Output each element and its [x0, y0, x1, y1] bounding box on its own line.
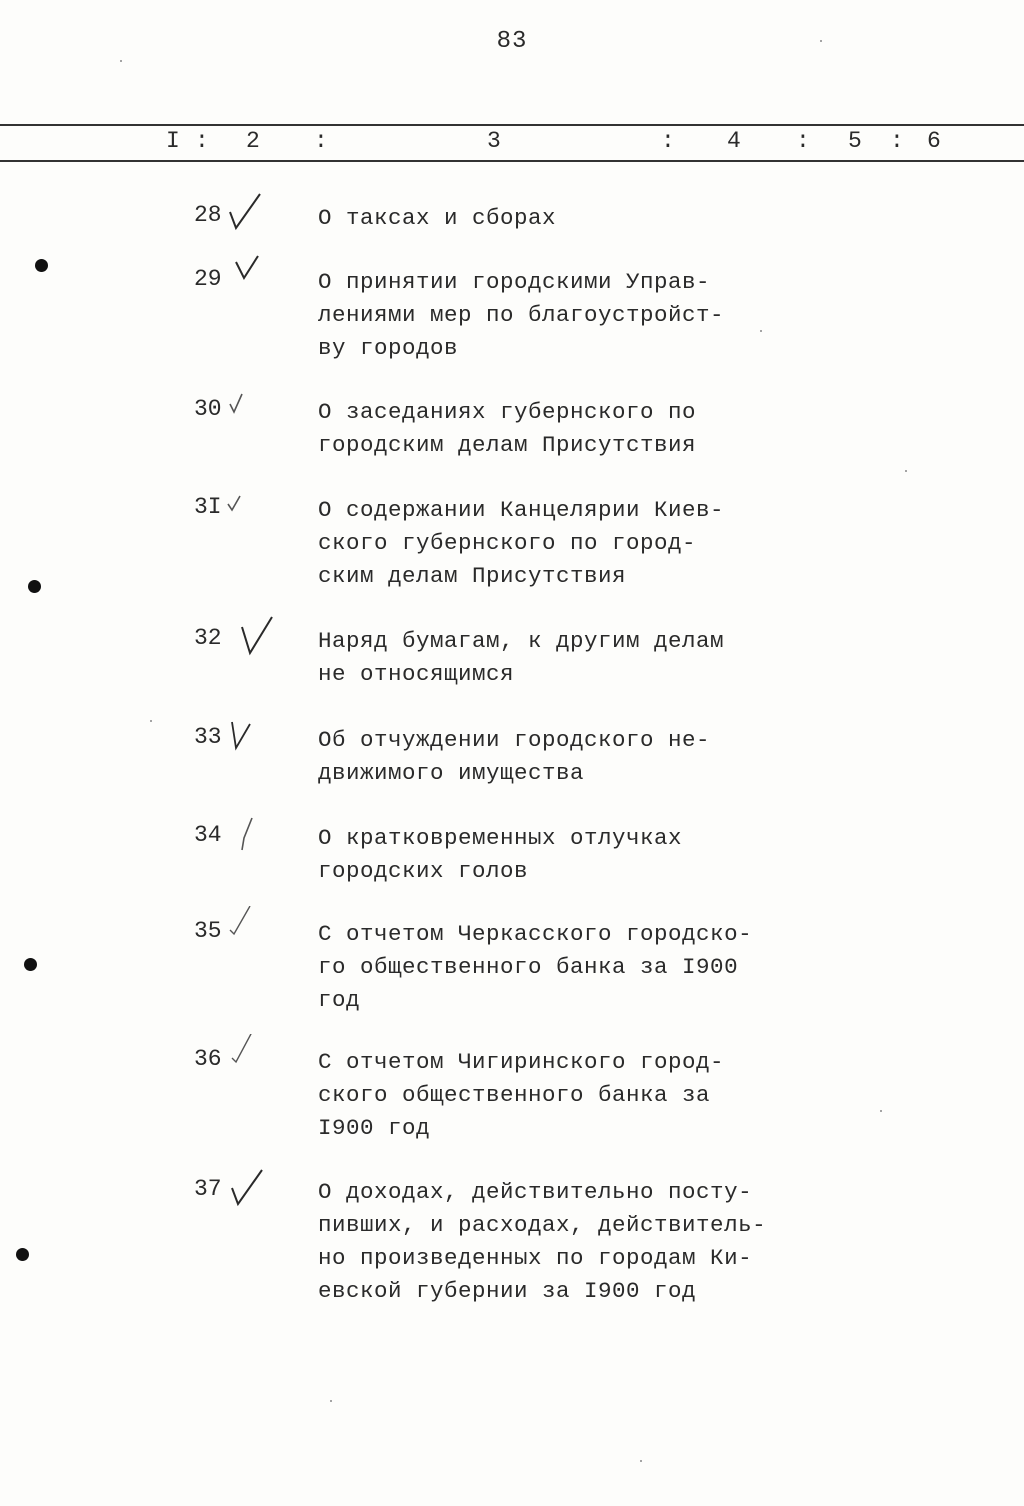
entry-number: 34 [194, 822, 222, 848]
check-mark-icon [226, 712, 266, 756]
paper-speck [880, 1110, 882, 1112]
check-mark-icon [228, 810, 268, 854]
check-mark-icon [222, 906, 262, 950]
entry-number: 3I [194, 494, 222, 520]
check-mark-icon [226, 1034, 266, 1078]
entry-title: С отчетом Черкасского городско- го общественного банка за I900 год [318, 921, 753, 1013]
paper-speck [640, 1460, 642, 1462]
entry-number: 37 [194, 1176, 222, 1202]
column-header-4: 4 [727, 128, 741, 154]
entry-title: Наряд бумагам, к другим делам не относящимся [318, 628, 725, 687]
entry-title: О содержании Канцелярии Киев- ского губернского по город- ским делам Присутствия [318, 497, 725, 589]
entry-title: О принятии городскими Управ- лениями мер по благоустройст- ву городов [318, 269, 725, 361]
paper-speck [120, 60, 122, 62]
column-separator: : [661, 128, 675, 154]
entry-number: 29 [194, 266, 222, 292]
column-separator: : [890, 128, 904, 154]
entry-number: 33 [194, 724, 222, 750]
column-header-3: 3 [487, 128, 501, 154]
entry-number: 28 [194, 202, 222, 228]
entry-number: 30 [194, 396, 222, 422]
check-mark-icon [224, 384, 264, 428]
page-number: 83 [496, 28, 528, 55]
check-mark-icon [232, 254, 272, 298]
entry-number: 35 [194, 918, 222, 944]
punch-hole [24, 958, 37, 971]
paper-speck [760, 330, 762, 332]
punch-hole [16, 1248, 29, 1261]
column-separator: : [314, 128, 328, 154]
entry-number: 32 [194, 625, 222, 651]
entry-title: О таксах и сборах [318, 205, 557, 231]
entry-title: С отчетом Чигиринского город- ского общественного банка за I900 год [318, 1049, 725, 1141]
entry-title: О кратковременных отлучках городских голов [318, 825, 683, 884]
check-mark-icon [222, 482, 262, 526]
column-header-2: 2 [246, 128, 260, 154]
punch-hole [35, 259, 48, 272]
entry-number: 36 [194, 1046, 222, 1072]
column-header-6: 6 [927, 128, 941, 154]
column-header-5: 5 [848, 128, 862, 154]
punch-hole [28, 580, 41, 593]
paper-speck [330, 1400, 332, 1402]
check-mark-icon [226, 190, 266, 234]
entry-title: Об отчуждении городского не- движимого имущества [318, 727, 711, 786]
entry-title: О заседаниях губернского по городским делам Присутствия [318, 399, 697, 458]
check-mark-icon [226, 1164, 266, 1208]
paper-speck [150, 720, 152, 722]
paper-speck [905, 470, 907, 472]
column-separator: : [796, 128, 810, 154]
table-header-top-rule [0, 124, 1024, 126]
column-header-1: I [166, 128, 180, 154]
entry-title: О доходах, действительно посту- пивших, и расходах, действитель- но произведенных по городам Ки- евской губернии за I900 год [318, 1179, 767, 1304]
paper-speck [820, 40, 822, 42]
check-mark-icon [238, 613, 278, 657]
column-separator: : [195, 128, 209, 154]
table-header-bottom-rule [0, 160, 1024, 162]
